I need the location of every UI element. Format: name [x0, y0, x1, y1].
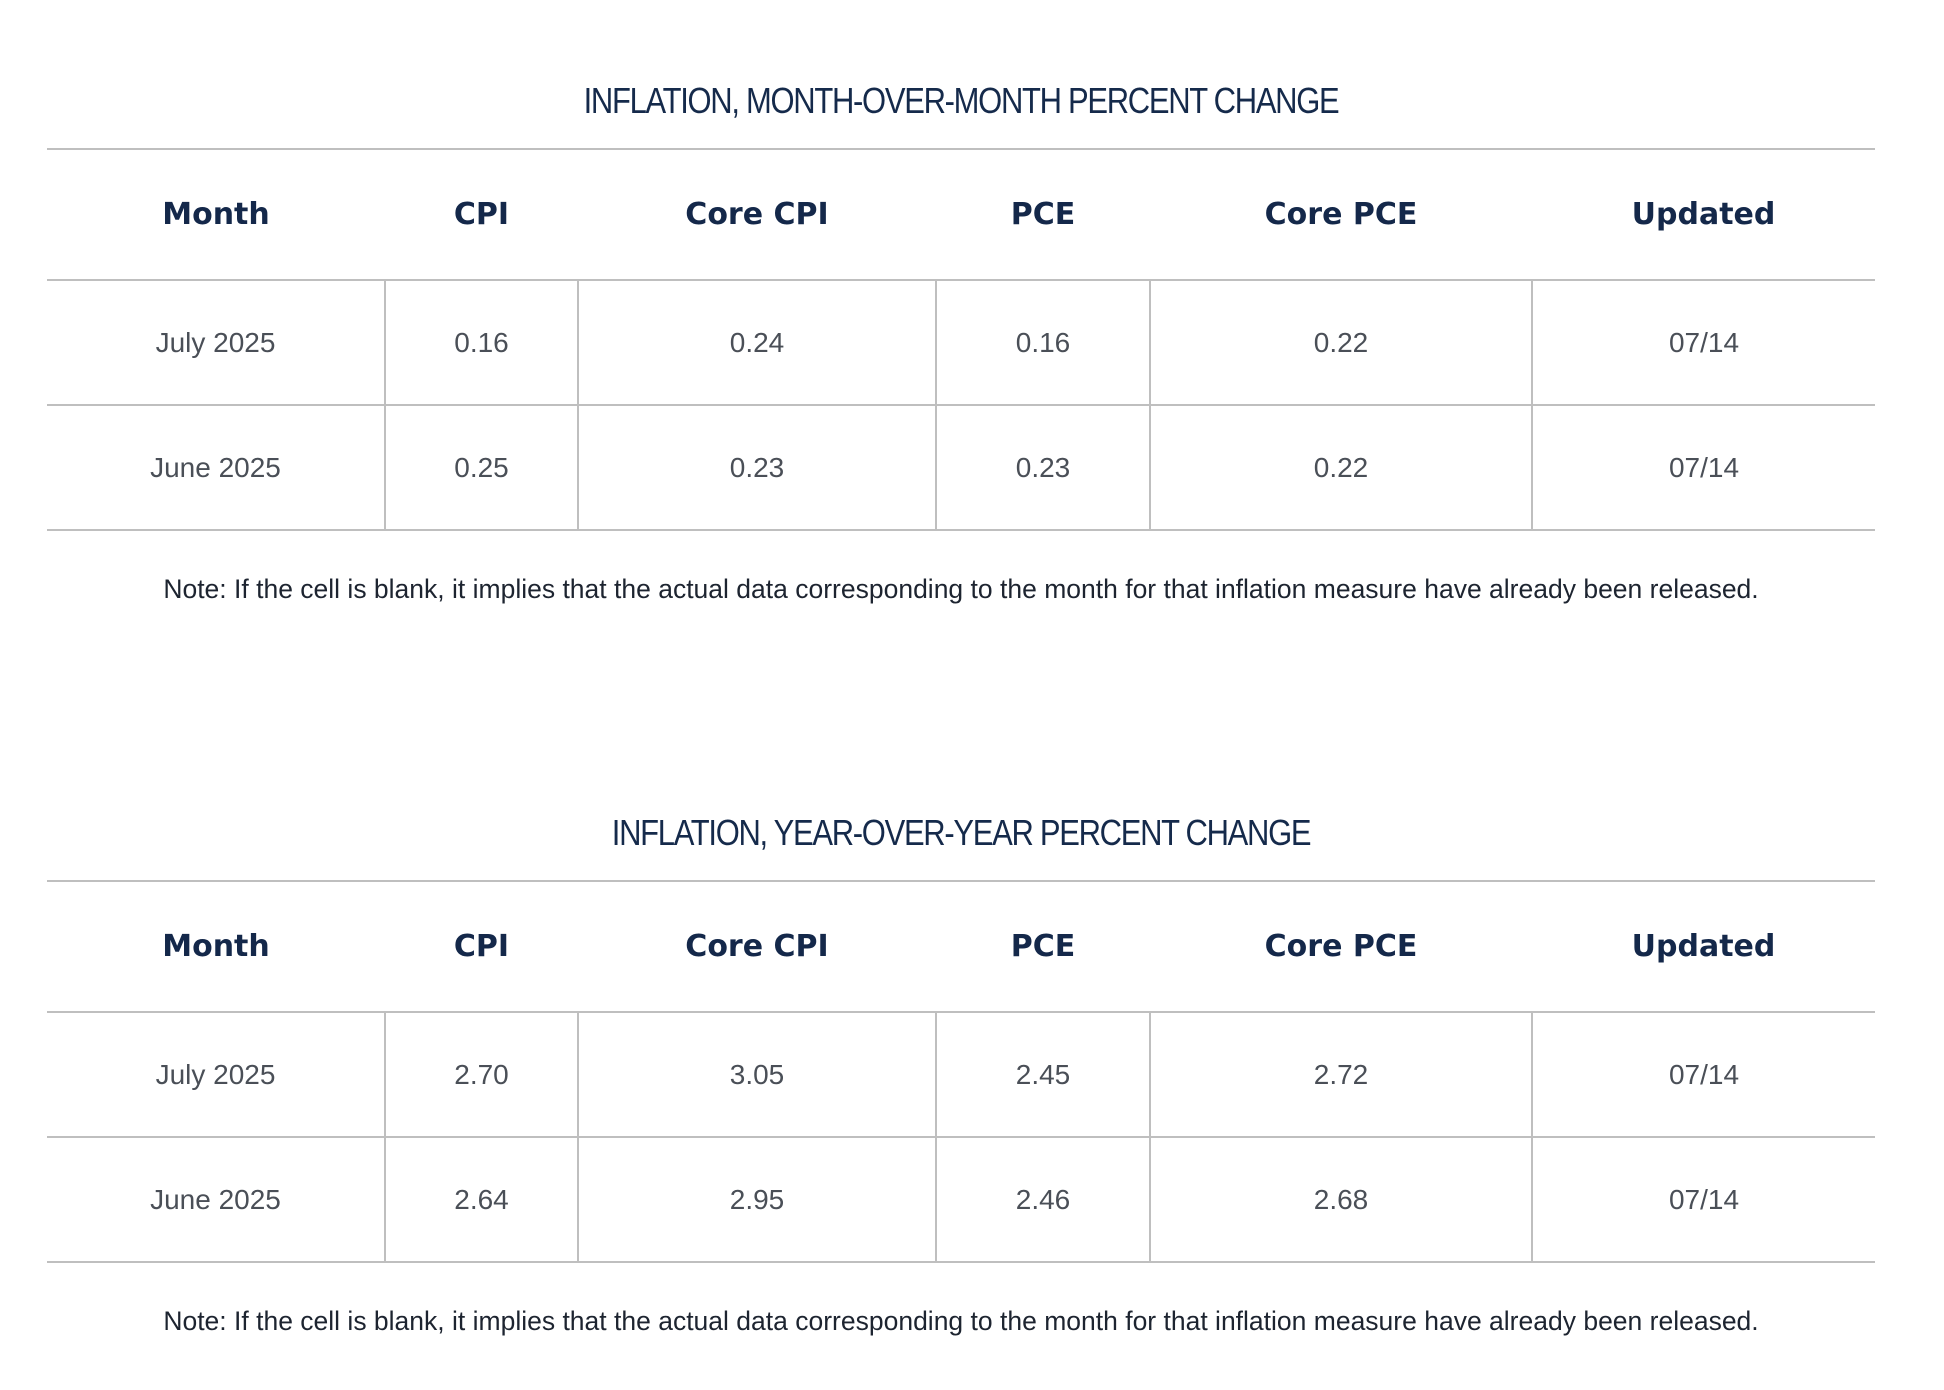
table-row — [47, 405, 1875, 530]
cell-pce: 2.46 — [936, 1137, 1150, 1262]
table-row — [47, 1012, 1875, 1137]
col-header-month: Month — [47, 881, 385, 1012]
cell-core-cpi: 2.95 — [578, 1137, 936, 1262]
col-header-cpi: CPI — [385, 881, 578, 1012]
cell-core-cpi: 3.05 — [578, 1012, 936, 1137]
col-header-updated: Updated — [1532, 149, 1875, 280]
cell-pce: 2.45 — [936, 1012, 1150, 1137]
cell-core-cpi: 0.24 — [578, 280, 936, 405]
col-header-core-cpi: Core CPI — [578, 149, 936, 280]
cell-month: July 2025 — [47, 1012, 385, 1137]
cell-updated: 07/14 — [1532, 1012, 1875, 1137]
cell-month: June 2025 — [47, 405, 385, 530]
cell-core-pce: 2.68 — [1150, 1137, 1532, 1262]
col-header-core-cpi: Core CPI — [578, 881, 936, 1012]
cell-pce: 0.16 — [936, 280, 1150, 405]
cell-cpi: 2.70 — [385, 1012, 578, 1137]
table-header-row — [47, 149, 1875, 280]
cell-updated: 07/14 — [1532, 1137, 1875, 1262]
cell-cpi: 0.25 — [385, 405, 578, 530]
cell-core-pce: 2.72 — [1150, 1012, 1532, 1137]
cell-updated: 07/14 — [1532, 280, 1875, 405]
cell-month: June 2025 — [47, 1137, 385, 1262]
col-header-month: Month — [47, 149, 385, 280]
cell-core-pce: 0.22 — [1150, 405, 1532, 530]
table-row — [47, 280, 1875, 405]
cell-core-cpi: 0.23 — [578, 405, 936, 530]
cell-month: July 2025 — [47, 280, 385, 405]
col-header-cpi: CPI — [385, 149, 578, 280]
col-header-pce: PCE — [936, 881, 1150, 1012]
col-header-core-pce: Core PCE — [1150, 881, 1532, 1012]
cell-pce: 0.23 — [936, 405, 1150, 530]
yoy-table-note: Note: If the cell is blank, it implies that the actual data corresponding to the month for that inflation measure have already been released. — [163, 1306, 1759, 1336]
mom-table-note: Note: If the cell is blank, it implies that the actual data corresponding to the month for that inflation measure have already been released. — [163, 574, 1759, 604]
yoy-inflation-table — [47, 880, 1875, 1263]
table-header-row — [47, 881, 1875, 1012]
col-header-updated: Updated — [1532, 881, 1875, 1012]
cell-cpi: 2.64 — [385, 1137, 578, 1262]
mom-table-title: INFLATION, MONTH-OVER-MONTH PERCENT CHANGE — [583, 80, 1339, 121]
mom-inflation-table — [47, 148, 1875, 531]
yoy-table-title: INFLATION, YEAR-OVER-YEAR PERCENT CHANGE — [611, 812, 1311, 853]
col-header-pce: PCE — [936, 149, 1150, 280]
cell-updated: 07/14 — [1532, 405, 1875, 530]
col-header-core-pce: Core PCE — [1150, 149, 1532, 280]
table-row — [47, 1137, 1875, 1262]
cell-core-pce: 0.22 — [1150, 280, 1532, 405]
cell-cpi: 0.16 — [385, 280, 578, 405]
